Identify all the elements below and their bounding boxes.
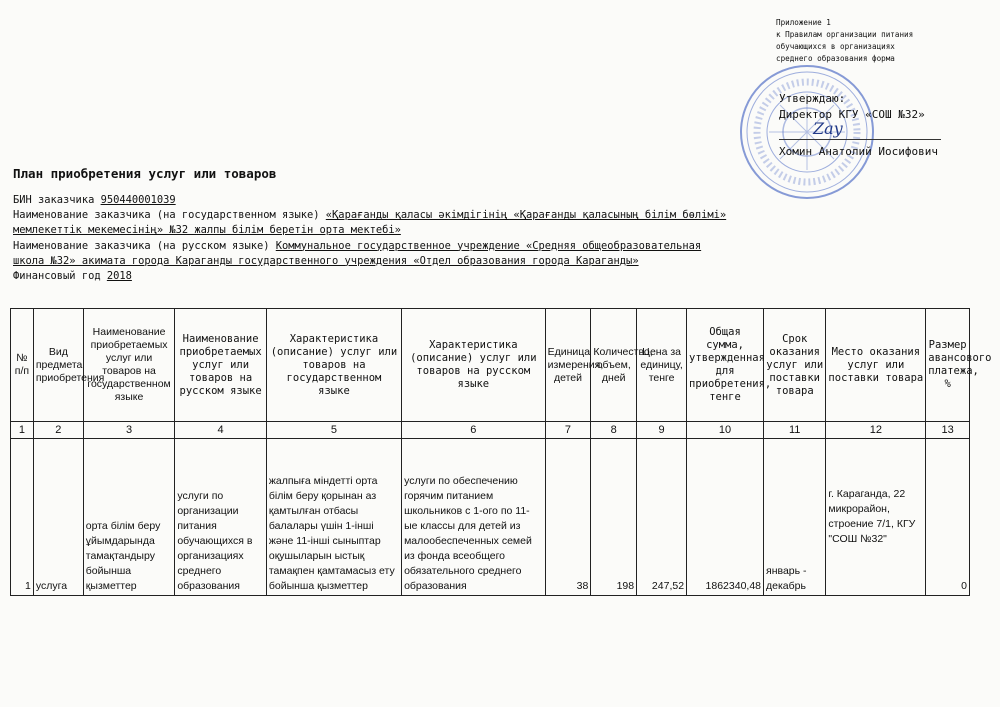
col-header: Характеристика (описание) услуг или товаров на русском языке: [402, 309, 546, 422]
cell-desc-kz: жалпыға міндетті орта білім беру қорынан аз қамтылған отбасы балалары үшін 1-інші және 11-інші сыныптар оқушыларын ыстық тамақпен қамтамасыз ету бойынша қызметтер: [266, 439, 401, 596]
column-number: 9: [637, 422, 687, 439]
column-number: 6: [402, 422, 546, 439]
name-kz-value: «Қарағанды қаласы әкімдігінің «Қарағанды қаласының білім бөлімі»: [325, 209, 727, 222]
name-kz-label: Наименование заказчика (на государственном языке): [13, 209, 320, 222]
name-ru-label: Наименование заказчика (на русском языке): [13, 239, 270, 252]
header-row: [11, 309, 970, 422]
col-header: Наименование приобретаемых услуг или товаров на государственном языке: [83, 309, 175, 422]
column-number: 11: [764, 422, 826, 439]
cell-desc-ru: услуги по обеспечению горячим питанием школьников с 1-ого по 11-ые классы для детей из малообеспеченных семей из фонда всеобщего обязательного среднего образования: [402, 439, 546, 596]
col-header: Количество, объем, дней: [591, 309, 637, 422]
column-number: 13: [926, 422, 970, 439]
bin-value: 950440001039: [100, 194, 176, 206]
cell-unit: 38: [545, 439, 591, 596]
col-header: Общая сумма, утвержденная для приобретения, тенге: [687, 309, 764, 422]
cell-kind: услуга: [33, 439, 83, 596]
year-label: Финансовый год: [13, 270, 101, 283]
cell-advance: 0: [926, 439, 970, 596]
column-number: 7: [545, 422, 591, 439]
approval-label: Утверждаю:: [779, 92, 846, 105]
cell-term: январь - декабрь: [764, 439, 826, 596]
appendix-line: обучающихся в организациях: [776, 42, 895, 51]
col-header: Размер авансового платежа, %: [926, 309, 970, 422]
procurement-table: [10, 308, 992, 596]
col-header: Срок оказания услуг или поставки товара: [764, 309, 826, 422]
appendix-line: среднего образования форма: [776, 54, 895, 63]
table-row: [11, 439, 970, 596]
cell-name-kz: орта білім беру ұйымдарында тамақтандыру бойынша қызметтер: [83, 439, 175, 596]
cell-price: 247,52: [637, 439, 687, 596]
name-ru-value: Коммунальное государственное учреждение «Средняя общеобразовательная: [275, 239, 702, 252]
appendix-line: Приложение 1: [776, 18, 831, 27]
approval-position: Директор КГУ «СОШ №32»: [779, 108, 925, 121]
page-title: План приобретения услуг или товаров: [13, 166, 277, 181]
col-header: Место оказания услуг или поставки товара: [826, 309, 926, 422]
column-number: 8: [591, 422, 637, 439]
col-header: № п/п: [11, 309, 34, 422]
col-header: Характеристика (описание) услуг или товаров на государственном языке: [266, 309, 401, 422]
col-header: Цена за единицу, тенге: [637, 309, 687, 422]
cell-number: 1: [11, 439, 34, 596]
column-number: 3: [83, 422, 175, 439]
column-number: 2: [33, 422, 83, 439]
column-number: 5: [266, 422, 401, 439]
cell-name-ru: услуги по организации питания обучающихся в организациях среднего образования: [175, 439, 267, 596]
year-row: [13, 269, 726, 284]
signature: Zay: [813, 119, 843, 138]
year-value: 2018: [106, 270, 132, 283]
column-number: 12: [826, 422, 926, 439]
column-number-row: [11, 422, 970, 439]
name-ru-row: [13, 239, 726, 254]
approval-name: Хомин Анатолий Иосифович: [779, 145, 938, 158]
cell-total: 1862340,48: [687, 439, 764, 596]
name-ru-row-2: [13, 254, 726, 269]
col-header: Наименование приобретаемых услуг или товаров на русском языке: [175, 309, 267, 422]
signature-line: [779, 119, 941, 140]
bin-row: [13, 193, 726, 208]
column-number: 10: [687, 422, 764, 439]
cell-place: г. Караганда, 22 микрорайон, строение 7/1, КГУ "СОШ №32": [826, 439, 926, 596]
name-kz-row-2: [13, 223, 726, 238]
cell-qty: 198: [591, 439, 637, 596]
bin-label: БИН заказчика: [13, 194, 95, 206]
approval-block: [779, 91, 941, 160]
col-header: Единица измерения, детей: [545, 309, 591, 422]
appendix-line: к Правилам организации питания: [776, 30, 914, 39]
appendix-note: [776, 17, 913, 65]
customer-info: [13, 193, 726, 284]
name-ru-value-2: школа №32» акимата города Караганды государственного учреждения «Отдел образования города Караганды»: [13, 254, 639, 267]
column-number: 4: [175, 422, 267, 439]
col-header: Вид предмета приобретения: [33, 309, 83, 422]
name-kz-row: [13, 208, 726, 223]
column-number: 1: [11, 422, 34, 439]
name-kz-value-2: мемлекеттік мекемесінің» №32 жалпы білім беретін орта мектебі»: [13, 224, 401, 237]
